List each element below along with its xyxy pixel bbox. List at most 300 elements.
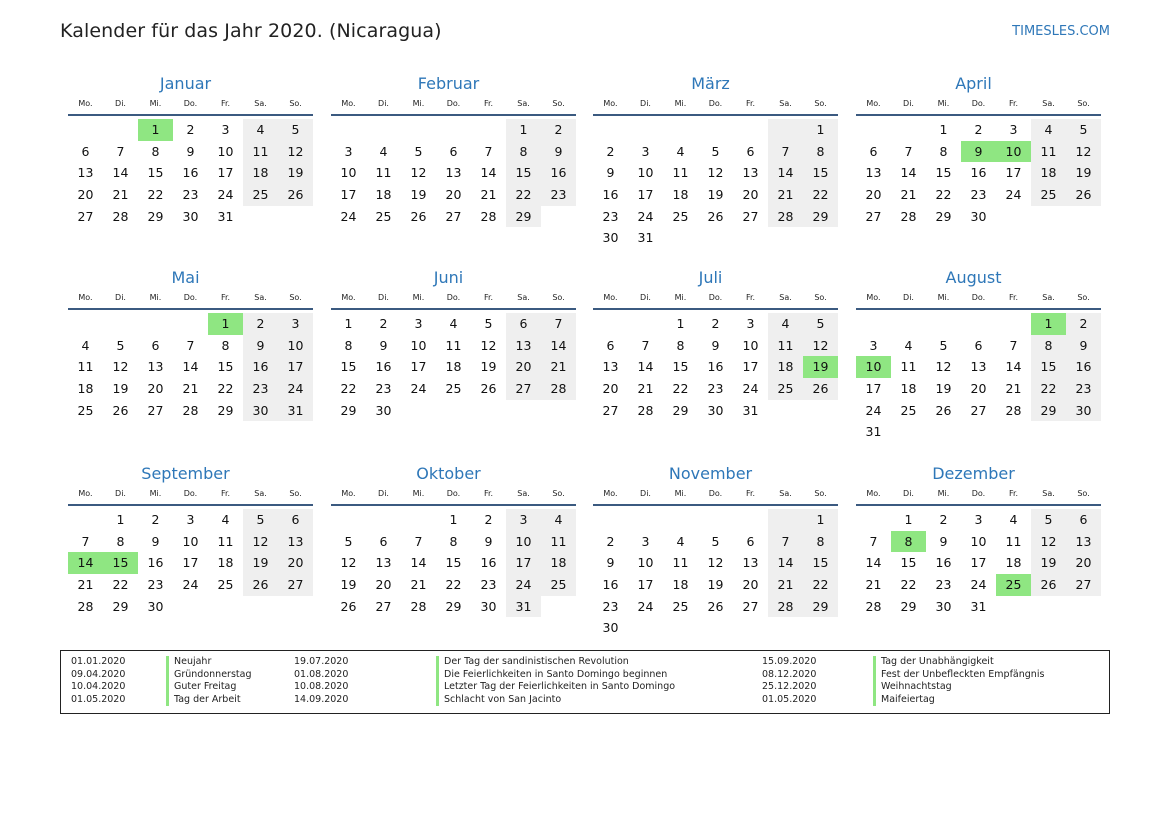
day-cell: 2 bbox=[974, 122, 983, 137]
day-cell: 27 bbox=[445, 208, 462, 224]
day-cell: 20 bbox=[445, 187, 462, 203]
day-cell: 26 bbox=[803, 378, 838, 400]
day-cell: 14 bbox=[637, 359, 654, 375]
day-cell: 12 bbox=[480, 337, 497, 353]
weekday-label: Mi. bbox=[149, 293, 162, 302]
empty-cell bbox=[593, 119, 628, 141]
day-cell: 28 bbox=[637, 402, 654, 418]
day-cell: 23 bbox=[375, 381, 392, 397]
day-cell: 4 bbox=[904, 337, 913, 353]
day-cell: 24 bbox=[865, 402, 882, 418]
weekday-label: Fr. bbox=[483, 99, 494, 108]
day-cell: 7 bbox=[116, 143, 125, 159]
day-cell: 3 bbox=[344, 143, 353, 159]
site-link[interactable]: TIMESLES.COM bbox=[1012, 24, 1110, 39]
day-cell: 11 bbox=[375, 165, 392, 181]
weekday-header bbox=[593, 486, 838, 502]
weekday-label: Mo. bbox=[78, 99, 93, 108]
day-cell: 13 bbox=[742, 165, 759, 181]
weekday-label: Di. bbox=[378, 293, 389, 302]
day-cell: 31 bbox=[217, 208, 234, 224]
empty-cell bbox=[593, 313, 628, 335]
day-cell: 26 bbox=[112, 402, 129, 418]
month-september bbox=[68, 462, 313, 617]
day-cell: 16 bbox=[935, 555, 952, 571]
day-cell: 31 bbox=[865, 424, 882, 440]
day-cell: 1 bbox=[116, 512, 125, 527]
holiday-name: Tag der Unabhängigkeit bbox=[873, 656, 994, 669]
day-cell: 30 bbox=[1066, 400, 1101, 422]
month-name: Juni bbox=[433, 268, 464, 287]
holiday-day: 1 bbox=[1031, 313, 1066, 335]
day-cell: 17 bbox=[506, 552, 541, 574]
holiday-date: 10.08.2020 bbox=[294, 681, 349, 693]
weekday-label: So. bbox=[552, 489, 565, 498]
day-cell: 6 bbox=[379, 533, 388, 549]
weekday-label: Mo. bbox=[866, 99, 881, 108]
day-cell: 6 bbox=[506, 313, 541, 335]
day-cell: 7 bbox=[869, 533, 878, 549]
empty-cell bbox=[436, 119, 471, 141]
weekday-label: Mi. bbox=[149, 489, 162, 498]
day-grid bbox=[856, 313, 1101, 443]
day-cell: 28 bbox=[410, 598, 427, 614]
day-cell: 25 bbox=[1031, 184, 1066, 206]
day-cell: 26 bbox=[410, 208, 427, 224]
day-cell: 13 bbox=[865, 165, 882, 181]
weekday-label: So. bbox=[814, 489, 827, 498]
weekday-label: So. bbox=[289, 99, 302, 108]
day-cell: 11 bbox=[672, 555, 689, 571]
day-cell: 18 bbox=[672, 577, 689, 593]
day-cell: 14 bbox=[768, 552, 803, 574]
day-cell: 19 bbox=[112, 381, 129, 397]
empty-cell bbox=[103, 119, 138, 141]
day-cell: 12 bbox=[707, 165, 724, 181]
weekday-label: So. bbox=[1077, 489, 1090, 498]
day-cell: 21 bbox=[900, 187, 917, 203]
day-grid bbox=[593, 509, 838, 639]
day-cell: 16 bbox=[602, 577, 619, 593]
weekday-label: Fr. bbox=[745, 99, 756, 108]
day-cell: 15 bbox=[506, 162, 541, 184]
month-name: November bbox=[668, 464, 753, 483]
day-cell: 23 bbox=[602, 598, 619, 614]
day-cell: 11 bbox=[672, 165, 689, 181]
empty-cell bbox=[698, 119, 733, 141]
day-cell: 4 bbox=[243, 119, 278, 141]
weekday-label: Sa. bbox=[517, 293, 530, 302]
day-cell: 6 bbox=[869, 143, 878, 159]
day-cell: 20 bbox=[375, 577, 392, 593]
weekday-label: Sa. bbox=[517, 489, 530, 498]
month-name: April bbox=[955, 74, 992, 93]
holiday-name: Die Feierlichkeiten in Santo Domingo beginnen bbox=[436, 669, 667, 682]
day-cell: 18 bbox=[445, 359, 462, 375]
day-cell: 19 bbox=[935, 381, 952, 397]
day-cell: 10 bbox=[340, 165, 357, 181]
day-cell: 19 bbox=[707, 187, 724, 203]
day-cell: 27 bbox=[970, 402, 987, 418]
empty-cell bbox=[138, 313, 173, 335]
empty-cell bbox=[173, 313, 208, 335]
weekday-label: So. bbox=[814, 99, 827, 108]
day-cell: 1 bbox=[344, 316, 353, 331]
weekday-label: Fr. bbox=[220, 99, 231, 108]
empty-cell bbox=[856, 313, 891, 335]
day-cell: 16 bbox=[970, 165, 987, 181]
day-cell: 20 bbox=[865, 187, 882, 203]
day-cell: 9 bbox=[1066, 335, 1101, 357]
day-cell: 29 bbox=[340, 402, 357, 418]
day-cell: 10 bbox=[637, 555, 654, 571]
day-cell: 6 bbox=[746, 143, 755, 159]
day-cell: 3 bbox=[414, 316, 423, 331]
day-cell: 12 bbox=[1066, 141, 1101, 163]
day-cell: 5 bbox=[344, 533, 353, 549]
day-cell: 2 bbox=[939, 512, 948, 527]
empty-cell bbox=[996, 313, 1031, 335]
weekday-label: Sa. bbox=[254, 489, 267, 498]
weekday-label: Sa. bbox=[779, 99, 792, 108]
holiday-day: 14 bbox=[68, 552, 103, 574]
day-cell: 31 bbox=[742, 402, 759, 418]
weekday-label: Do. bbox=[446, 99, 461, 108]
day-cell: 5 bbox=[484, 316, 493, 331]
day-cell: 4 bbox=[541, 509, 576, 531]
day-cell: 31 bbox=[637, 230, 654, 246]
day-cell: 22 bbox=[803, 184, 838, 206]
day-cell: 24 bbox=[410, 381, 427, 397]
day-cell: 16 bbox=[375, 359, 392, 375]
empty-cell bbox=[366, 509, 401, 531]
day-cell: 27 bbox=[375, 598, 392, 614]
weekday-label: Sa. bbox=[517, 99, 530, 108]
weekday-label: Di. bbox=[903, 489, 914, 498]
day-cell: 27 bbox=[742, 208, 759, 224]
month-oktober bbox=[331, 462, 576, 617]
empty-cell bbox=[471, 119, 506, 141]
day-cell: 13 bbox=[77, 165, 94, 181]
day-cell: 21 bbox=[182, 381, 199, 397]
day-cell: 26 bbox=[707, 208, 724, 224]
day-cell: 29 bbox=[112, 598, 129, 614]
day-cell: 28 bbox=[900, 208, 917, 224]
day-cell: 14 bbox=[480, 165, 497, 181]
day-cell: 12 bbox=[935, 359, 952, 375]
day-cell: 9 bbox=[186, 143, 195, 159]
day-cell: 4 bbox=[1031, 119, 1066, 141]
weekday-label: Mo. bbox=[341, 99, 356, 108]
weekday-label: Sa. bbox=[254, 99, 267, 108]
day-cell: 13 bbox=[445, 165, 462, 181]
day-cell: 25 bbox=[541, 574, 576, 596]
day-cell: 24 bbox=[1005, 187, 1022, 203]
day-cell: 14 bbox=[865, 555, 882, 571]
day-cell: 3 bbox=[974, 512, 983, 527]
weekday-label: Do. bbox=[183, 489, 198, 498]
holiday-day: 1 bbox=[138, 119, 173, 141]
weekday-label: Sa. bbox=[1042, 99, 1055, 108]
holiday-day: 9 bbox=[961, 141, 996, 163]
day-cell: 8 bbox=[449, 533, 458, 549]
empty-cell bbox=[331, 509, 366, 531]
day-cell: 11 bbox=[900, 359, 917, 375]
day-grid bbox=[68, 119, 313, 227]
month-februar bbox=[331, 72, 576, 227]
day-cell: 3 bbox=[221, 122, 230, 137]
empty-cell bbox=[663, 509, 698, 531]
holiday-name: Tag der Arbeit bbox=[166, 694, 241, 707]
month-name: September bbox=[141, 464, 230, 483]
weekday-label: Mi. bbox=[412, 99, 425, 108]
day-cell: 12 bbox=[340, 555, 357, 571]
day-cell: 16 bbox=[182, 165, 199, 181]
day-cell: 5 bbox=[1066, 119, 1101, 141]
weekday-label: Di. bbox=[115, 489, 126, 498]
day-cell: 7 bbox=[768, 531, 803, 553]
day-cell: 9 bbox=[606, 555, 615, 571]
month-januar bbox=[68, 72, 313, 227]
month-august bbox=[856, 266, 1101, 443]
day-cell: 13 bbox=[602, 359, 619, 375]
empty-cell bbox=[628, 509, 663, 531]
day-cell: 15 bbox=[935, 165, 952, 181]
empty-cell bbox=[331, 119, 366, 141]
month-name: Dezember bbox=[932, 464, 1015, 483]
day-cell: 9 bbox=[711, 337, 720, 353]
day-cell: 31 bbox=[278, 400, 313, 422]
weekday-label: Mi. bbox=[412, 293, 425, 302]
day-grid bbox=[68, 313, 313, 421]
day-cell: 26 bbox=[935, 402, 952, 418]
weekday-label: Do. bbox=[446, 489, 461, 498]
day-cell: 24 bbox=[278, 378, 313, 400]
holiday-day: 19 bbox=[803, 356, 838, 378]
day-cell: 25 bbox=[672, 598, 689, 614]
day-cell: 23 bbox=[935, 577, 952, 593]
holiday-date: 08.12.2020 bbox=[762, 668, 817, 680]
holiday-day: 15 bbox=[103, 552, 138, 574]
day-cell: 8 bbox=[676, 337, 685, 353]
month-juli bbox=[593, 266, 838, 421]
month-mai bbox=[68, 266, 313, 421]
day-cell: 5 bbox=[414, 143, 423, 159]
weekday-label: Fr. bbox=[1008, 489, 1019, 498]
day-cell: 17 bbox=[970, 555, 987, 571]
day-cell: 11 bbox=[445, 337, 462, 353]
day-cell: 8 bbox=[803, 531, 838, 553]
day-cell: 27 bbox=[742, 598, 759, 614]
day-cell: 14 bbox=[768, 162, 803, 184]
day-cell: 10 bbox=[410, 337, 427, 353]
day-cell: 27 bbox=[77, 208, 94, 224]
day-cell: 30 bbox=[182, 208, 199, 224]
day-cell: 19 bbox=[480, 359, 497, 375]
header-rule bbox=[331, 308, 576, 310]
day-cell: 30 bbox=[602, 230, 619, 246]
holiday-day: 10 bbox=[996, 141, 1031, 163]
day-cell: 17 bbox=[217, 165, 234, 181]
empty-cell bbox=[926, 313, 961, 335]
day-cell: 23 bbox=[147, 577, 164, 593]
page-title: Kalender für das Jahr 2020. (Nicaragua) bbox=[60, 20, 442, 42]
day-cell: 17 bbox=[410, 359, 427, 375]
weekday-label: So. bbox=[289, 293, 302, 302]
empty-cell bbox=[768, 119, 803, 141]
day-cell: 10 bbox=[217, 143, 234, 159]
day-cell: 5 bbox=[116, 337, 125, 353]
day-cell: 4 bbox=[676, 143, 685, 159]
weekday-label: Do. bbox=[708, 293, 723, 302]
empty-cell bbox=[68, 509, 103, 531]
weekday-label: Di. bbox=[378, 489, 389, 498]
day-cell: 29 bbox=[672, 402, 689, 418]
day-cell: 17 bbox=[742, 359, 759, 375]
day-cell: 25 bbox=[217, 577, 234, 593]
day-cell: 1 bbox=[939, 122, 948, 137]
day-cell: 6 bbox=[974, 337, 983, 353]
day-cell: 20 bbox=[506, 356, 541, 378]
day-cell: 16 bbox=[602, 187, 619, 203]
holiday-legend bbox=[60, 650, 1110, 714]
weekday-label: Mi. bbox=[674, 489, 687, 498]
weekday-label: So. bbox=[814, 293, 827, 302]
day-cell: 21 bbox=[480, 187, 497, 203]
weekday-label: Di. bbox=[378, 99, 389, 108]
day-cell: 30 bbox=[602, 620, 619, 636]
day-cell: 18 bbox=[672, 187, 689, 203]
holiday-name: Weihnachtstag bbox=[873, 681, 952, 694]
weekday-label: Mo. bbox=[603, 293, 618, 302]
empty-cell bbox=[733, 119, 768, 141]
weekday-label: Do. bbox=[971, 293, 986, 302]
weekday-label: Mo. bbox=[78, 489, 93, 498]
weekday-label: Mi. bbox=[674, 293, 687, 302]
day-cell: 30 bbox=[707, 402, 724, 418]
day-cell: 30 bbox=[243, 400, 278, 422]
day-cell: 24 bbox=[970, 577, 987, 593]
day-cell: 10 bbox=[506, 531, 541, 553]
weekday-label: So. bbox=[552, 293, 565, 302]
weekday-label: Di. bbox=[903, 99, 914, 108]
month-name: März bbox=[691, 74, 730, 93]
day-cell: 2 bbox=[541, 119, 576, 141]
day-cell: 2 bbox=[1066, 313, 1101, 335]
day-cell: 23 bbox=[602, 208, 619, 224]
day-cell: 23 bbox=[707, 381, 724, 397]
day-cell: 18 bbox=[217, 555, 234, 571]
month-november bbox=[593, 462, 838, 639]
weekday-label: Di. bbox=[903, 293, 914, 302]
day-cell: 9 bbox=[379, 337, 388, 353]
day-cell: 31 bbox=[970, 598, 987, 614]
day-cell: 11 bbox=[1031, 141, 1066, 163]
day-cell: 23 bbox=[243, 378, 278, 400]
day-cell: 23 bbox=[1066, 378, 1101, 400]
day-cell: 17 bbox=[340, 187, 357, 203]
day-cell: 17 bbox=[637, 577, 654, 593]
day-cell: 13 bbox=[278, 531, 313, 553]
day-cell: 11 bbox=[243, 141, 278, 163]
empty-cell bbox=[593, 509, 628, 531]
day-cell: 7 bbox=[484, 143, 493, 159]
day-cell: 1 bbox=[904, 512, 913, 527]
weekday-label: So. bbox=[1077, 293, 1090, 302]
day-cell: 13 bbox=[506, 335, 541, 357]
day-cell: 21 bbox=[112, 187, 129, 203]
empty-cell bbox=[68, 313, 103, 335]
day-cell: 15 bbox=[803, 162, 838, 184]
weekday-label: Do. bbox=[971, 489, 986, 498]
weekday-label: So. bbox=[1077, 99, 1090, 108]
day-cell: 12 bbox=[243, 531, 278, 553]
day-grid bbox=[331, 119, 576, 227]
weekday-header bbox=[593, 96, 838, 112]
weekday-header bbox=[331, 96, 576, 112]
day-cell: 2 bbox=[379, 316, 388, 331]
day-cell: 18 bbox=[243, 162, 278, 184]
weekday-header bbox=[593, 290, 838, 306]
weekday-label: Di. bbox=[640, 99, 651, 108]
weekday-label: Mo. bbox=[866, 293, 881, 302]
holiday-date: 19.07.2020 bbox=[294, 656, 349, 667]
month-name: Juli bbox=[698, 268, 723, 287]
month-name: Januar bbox=[159, 74, 212, 93]
day-cell: 23 bbox=[480, 577, 497, 593]
header-rule bbox=[593, 308, 838, 310]
weekday-label: Do. bbox=[971, 99, 986, 108]
day-cell: 27 bbox=[602, 402, 619, 418]
day-cell: 11 bbox=[77, 359, 94, 375]
weekday-label: Fr. bbox=[483, 293, 494, 302]
weekday-label: Sa. bbox=[1042, 489, 1055, 498]
day-cell: 15 bbox=[672, 359, 689, 375]
day-cell: 21 bbox=[1005, 381, 1022, 397]
day-cell: 4 bbox=[768, 313, 803, 335]
day-cell: 2 bbox=[243, 313, 278, 335]
day-cell: 24 bbox=[506, 574, 541, 596]
holiday-date: 10.04.2020 bbox=[71, 681, 126, 693]
day-cell: 8 bbox=[344, 337, 353, 353]
header-rule bbox=[331, 114, 576, 116]
month-märz bbox=[593, 72, 838, 249]
day-cell: 11 bbox=[768, 335, 803, 357]
day-cell: 24 bbox=[340, 208, 357, 224]
weekday-label: Fr. bbox=[745, 293, 756, 302]
month-name: Mai bbox=[171, 268, 200, 287]
day-cell: 9 bbox=[151, 533, 160, 549]
day-cell: 23 bbox=[970, 187, 987, 203]
day-cell: 20 bbox=[77, 187, 94, 203]
header-rule bbox=[856, 504, 1101, 506]
day-cell: 23 bbox=[182, 187, 199, 203]
header-rule bbox=[856, 308, 1101, 310]
day-cell: 26 bbox=[480, 381, 497, 397]
day-cell: 22 bbox=[217, 381, 234, 397]
day-cell: 16 bbox=[147, 555, 164, 571]
day-cell: 24 bbox=[637, 208, 654, 224]
day-cell: 28 bbox=[865, 598, 882, 614]
day-cell: 4 bbox=[1009, 512, 1018, 527]
day-cell: 18 bbox=[900, 381, 917, 397]
day-cell: 22 bbox=[340, 381, 357, 397]
day-cell: 2 bbox=[606, 533, 615, 549]
day-cell: 6 bbox=[606, 337, 615, 353]
day-cell: 20 bbox=[278, 552, 313, 574]
day-cell: 27 bbox=[1066, 574, 1101, 596]
day-cell: 6 bbox=[81, 143, 90, 159]
